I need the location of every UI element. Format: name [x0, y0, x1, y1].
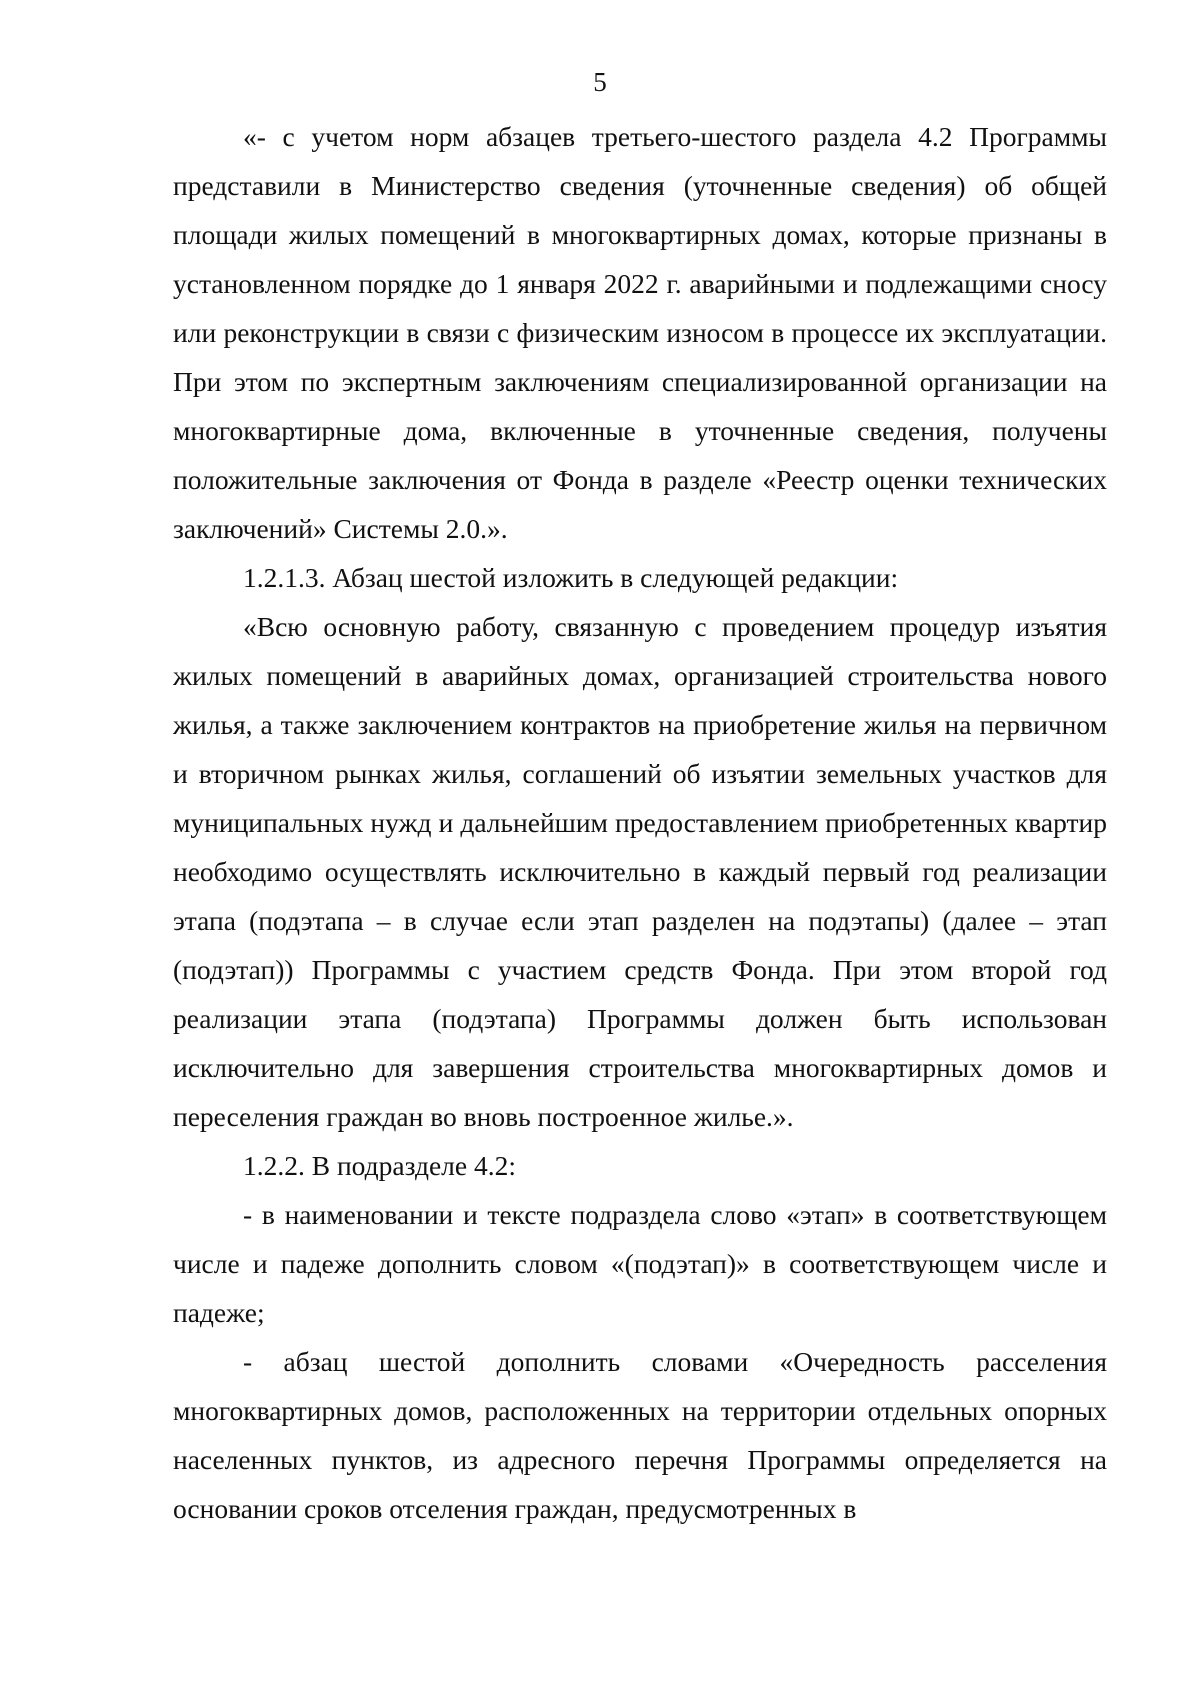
page-number: 5	[593, 67, 607, 97]
paragraph-sixth-addition: - абзац шестой дополнить словами «Очередность расселения многоквартирных домов, расположенных на территории отдельных опорных населенных пунктов, из адресного перечня Программы определяется на основании сроков отселения граждан, предусмотренных в	[173, 1346, 1107, 1524]
paragraph-program-norms: «- с учетом норм абзацев третьего-шестого раздела 4.2 Программы представили в Министерство сведения (уточненные сведения) об общей площади жилых помещений в многоквартирных домах, которые признаны в установленном порядке до 1 января 2022 г. аварийными и подлежащими сносу или реконструкции в связи с физическим износом в процессе их эксплуатации. При этом по экспертным заключениям специализированной организации на многоквартирные дома, включенные в уточненные сведения, получены положительные заключения от Фонда в разделе «Реестр оценки технических заключений» Системы 2.0.».	[173, 121, 1107, 544]
paragraph-main-work: «Всю основную работу, связанную с проведением процедур изъятия жилых помещений в аварийных домах, организацией строительства нового жилья, а также заключением контрактов на приобретение жилья на первичном и вторичном рынках жилья, соглашений об изъятии земельных участков для муниципальных нужд и дальнейшим предоставлением приобретенных квартир необходимо осуществлять исключительно в каждый первый год реализации этапа (подэтапа – в случае если этап разделен на подэтапы) (далее – этап (подэтап)) Программы с участием средств Фонда. При этом второй год реализации этапа (подэтапа) Программы должен быть использован исключительно для завершения строительства многоквартирных домов и переселения граждан во вновь построенное жилье.».	[173, 611, 1107, 1132]
document-body	[173, 112, 1107, 1533]
paragraph-1-2-1-3: 1.2.1.3. Абзац шестой изложить в следующей редакции:	[243, 562, 899, 593]
paragraph-1-2-2: 1.2.2. В подразделе 4.2:	[243, 1150, 516, 1181]
paragraph-stage-word: - в наименовании и тексте подраздела слово «этап» в соответствующем числе и падеже дополнить словом «(подэтап)» в соответствующем числе и падеже;	[173, 1199, 1107, 1328]
